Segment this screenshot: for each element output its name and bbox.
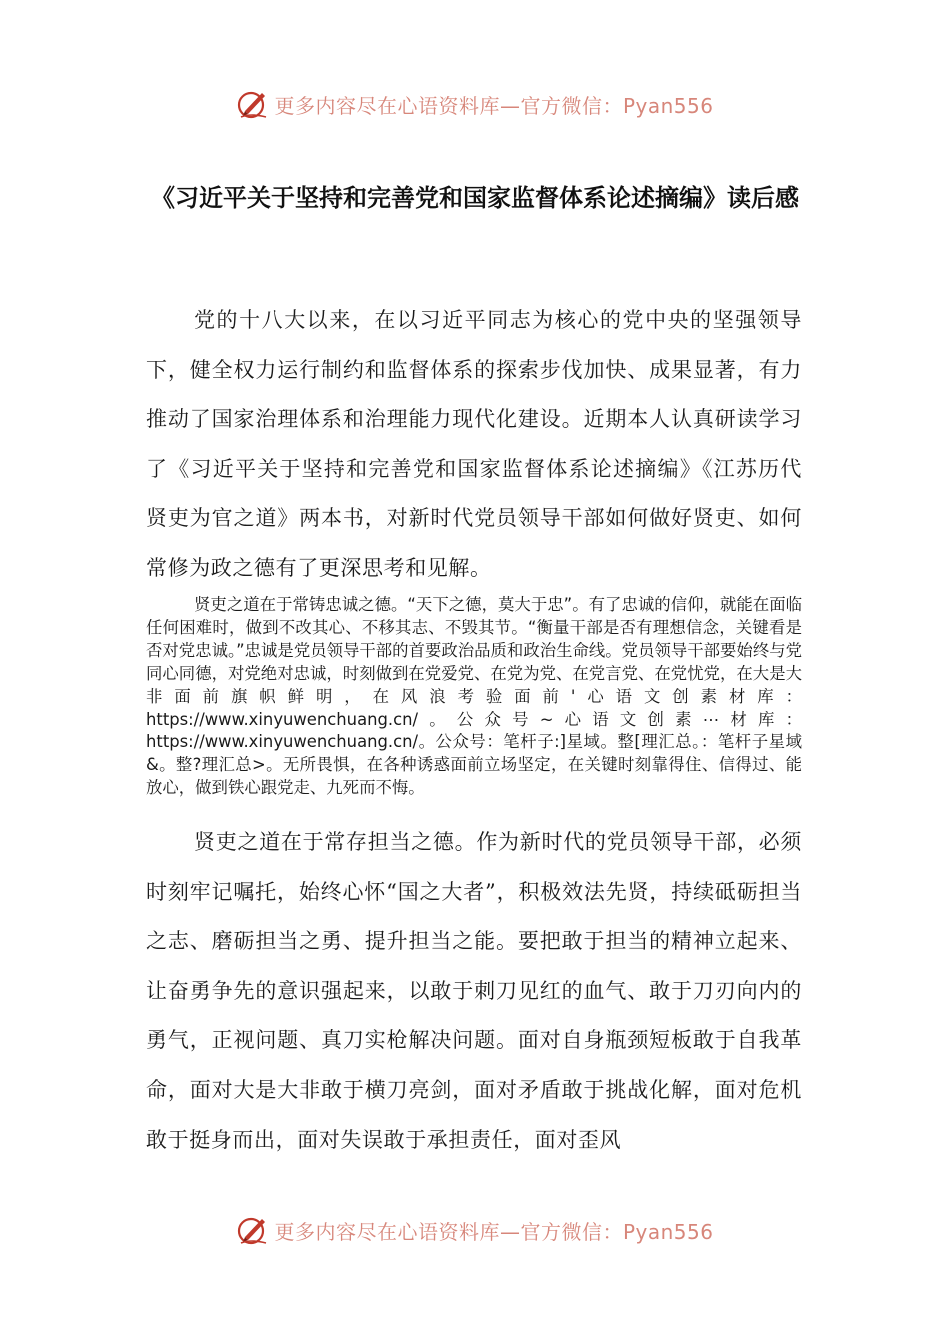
banner-text: 更多内容尽在心语资料库—官方微信：Pyan556 xyxy=(274,1219,714,1244)
paragraph-intro: 党的十八大以来，在以习近平同志为核心的党中央的坚强领导下，健全权力运行制约和监督体系的探索步伐加快、成果显著，有力推动了国家治理体系和治理能力现代化建设。近期本人认真研读学习了《习近平关于坚持和完善党和国家监督体系论述摘编》《江苏历代贤吏为官之道》两本书，对新时代党员领导干部如何做好贤吏、如何常修为政之德有了更深思考和见解。 xyxy=(146,308,802,580)
pen-circle-logo-icon xyxy=(236,87,270,121)
footer-banner xyxy=(0,1210,950,1250)
paragraph-responsibility: 贤吏之道在于常存担当之德。作为新时代的党员领导干部，必须时刻牢记嘱托，始终心怀“国之大者”，积极效法先贤，持续砥砺担当之志、磨砺担当之勇、提升担当之能。要把敢于担当的精神立起来、让奋勇争先的意识强起来，以敢于刺刀见红的血气、敢于刀刃向内的勇气，正视问题、真刀实枪解决问题。面对自身瓶颈短板敢于自我革命，面对大是大非敢于横刀亮剑，面对矛盾敢于挑战化解，面对危机敢于挺身而出，面对失误敢于承担责任，面对歪风 xyxy=(146,830,802,1152)
pen-circle-logo-icon xyxy=(236,1213,270,1247)
banner-text: 更多内容尽在心语资料库—官方微信：Pyan556 xyxy=(274,93,714,118)
paragraph-loyalty: 贤吏之道在于常铸忠诚之德。“天下之德，莫大于忠”。有了忠诚的信仰，就能在面临任何困难时，做到不改其心、不移其志、不毁其节。“衡量干部是否有理想信念，关键看是否对党忠诚。”忠诚是党员领导干部的首要政治品质和政治生命线。党员领导干部要始终与党同心同德，对党绝对忠诚，时刻做到在党爱党、在党为党、在党言党、在党忧党，在大是大非面前旗帜鲜明，在风浪考验面前'心语文创素材库：https://www.xinyuwenchuang.cn/。公众号~心语文创素⋯材库：https://www.xinyuwenchuang.cn/。公众号：笔杆子:]星域。整[理汇总。：笔杆子星域&。整?理汇总>。无所畏惧，在各种诱惑面前立场坚定，在关键时刻靠得住、信得过、能放心，做到铁心跟党走、九死而不悔。 xyxy=(146,595,802,798)
header-banner xyxy=(0,84,950,124)
page-title: 《习近平关于坚持和完善党和国家监督体系论述摘编》读后感 xyxy=(151,184,799,212)
